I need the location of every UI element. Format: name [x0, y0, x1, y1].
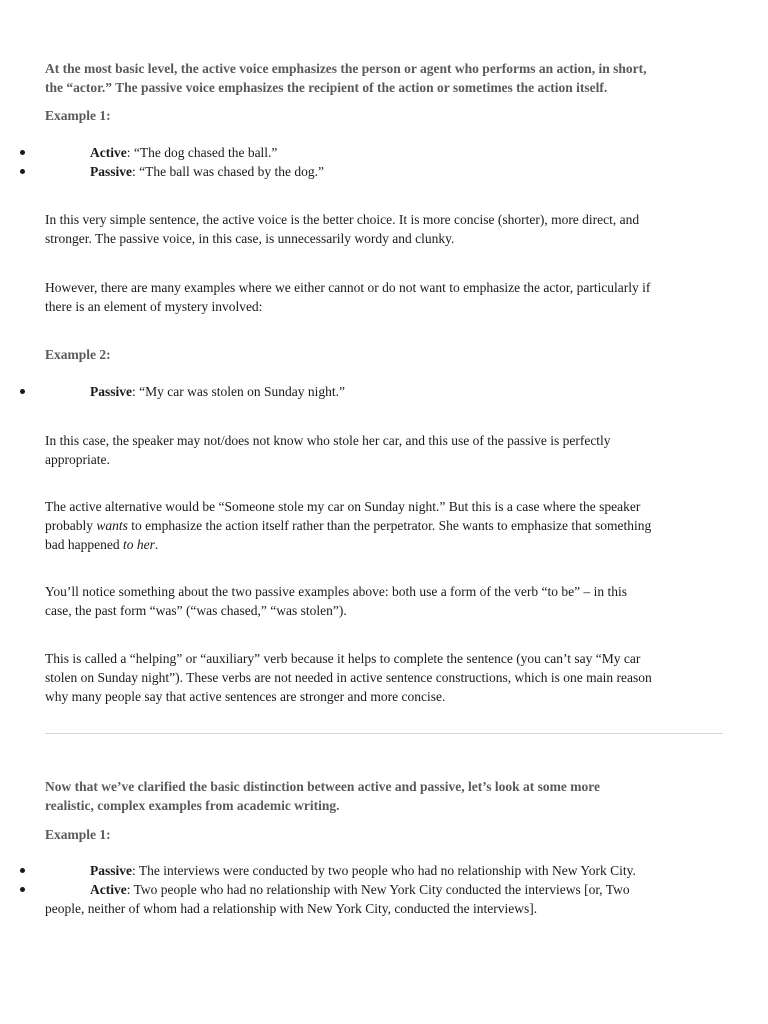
text-run: bad happened	[45, 537, 123, 552]
section-divider	[45, 733, 723, 734]
example-2-heading: Example 2:	[45, 347, 111, 362]
paragraph-line: In this case, the speaker may not/does not know who stole her car, and this use of the passive is perfectly	[45, 433, 611, 448]
paragraph-line	[45, 535, 725, 554]
paragraph-line: there is an element of mystery involved:	[45, 299, 263, 314]
list-item	[0, 880, 768, 918]
text-run: probably	[45, 518, 97, 533]
paragraph-line	[45, 516, 725, 535]
passive-example-text: : “The ball was chased by the dog.”	[132, 164, 324, 179]
paragraph-line: In this very simple sentence, the active voice is the better choice. It is more concise (shorter), more direct, and	[45, 212, 640, 227]
paragraph	[45, 582, 725, 620]
intro-line: At the most basic level, the active voice emphasizes the person or agent who performs an action, in short,	[45, 61, 647, 76]
section-2-intro	[45, 777, 725, 815]
bullet-icon	[20, 169, 25, 174]
example-1b-heading: Example 1:	[45, 827, 111, 842]
intro-line: the “actor.” The passive voice emphasizes the recipient of the action or sometimes the action itself.	[45, 80, 608, 95]
paragraph-line: This is called a “helping” or “auxiliary” verb because it helps to complete the sentence (you can’t say “My car	[45, 651, 641, 666]
intro-paragraph	[45, 59, 725, 97]
passive-example-text: : “My car was stolen on Sunday night.”	[132, 384, 345, 399]
passive-term: Passive	[90, 164, 132, 179]
intro-line: Now that we’ve clarified the basic distinction between active and passive, let’s look at some more	[45, 779, 600, 794]
paragraph	[45, 431, 725, 469]
paragraph-line: The active alternative would be “Someone stole my car on Sunday night.” But this is a case where the speaker	[45, 499, 641, 514]
list-item	[0, 382, 768, 401]
paragraph-line: However, there are many examples where we either cannot or do not want to emphasize the actor, particularly if	[45, 280, 651, 295]
paragraph-line: case, the past form “was” (“was chased,” “was stolen”).	[45, 603, 347, 618]
emphasis: to her	[122, 537, 155, 552]
list-item	[0, 143, 768, 162]
example-1-heading: Example 1:	[45, 108, 111, 123]
paragraph-line: appropriate.	[45, 452, 110, 467]
bullet-icon	[20, 150, 25, 155]
intro-line: realistic, complex examples from academic writing.	[45, 798, 340, 813]
paragraph	[45, 210, 725, 248]
paragraph	[45, 649, 725, 706]
paragraph-line: why many people say that active sentences are stronger and more concise.	[45, 689, 446, 704]
active-example-continuation: people, neither of whom had a relationship with New York City, conducted the interviews].	[45, 901, 538, 916]
bullet-icon	[20, 389, 25, 394]
active-example-text: : “The dog chased the ball.”	[126, 145, 278, 160]
paragraph-line: stolen on Sunday night”). These verbs are not needed in active sentence constructions, which is one main reason	[45, 670, 652, 685]
bullet-icon	[20, 868, 25, 873]
text-run: to emphasize the action itself rather than the perpetrator. She wants to emphasize that something	[127, 518, 652, 533]
paragraph	[45, 497, 725, 554]
bullet-icon	[20, 887, 25, 892]
paragraph-line: stronger. The passive voice, in this case, is unnecessarily wordy and clunky.	[45, 231, 455, 246]
active-example-text: : Two people who had no relationship with New York City conducted the interviews [or, Two	[126, 882, 630, 897]
paragraph	[45, 278, 725, 316]
emphasis: wants	[96, 518, 128, 533]
list-item	[0, 162, 768, 181]
active-term: Active	[90, 145, 127, 160]
active-term: Active	[90, 882, 127, 897]
passive-example-text: : The interviews were conducted by two people who had no relationship with New York City.	[132, 863, 636, 878]
text-run: .	[154, 537, 159, 552]
list-item	[0, 861, 768, 880]
paragraph-line: You’ll notice something about the two passive examples above: both use a form of the verb “to be” – in this	[45, 584, 628, 599]
passive-term: Passive	[90, 384, 132, 399]
passive-term: Passive	[90, 863, 132, 878]
